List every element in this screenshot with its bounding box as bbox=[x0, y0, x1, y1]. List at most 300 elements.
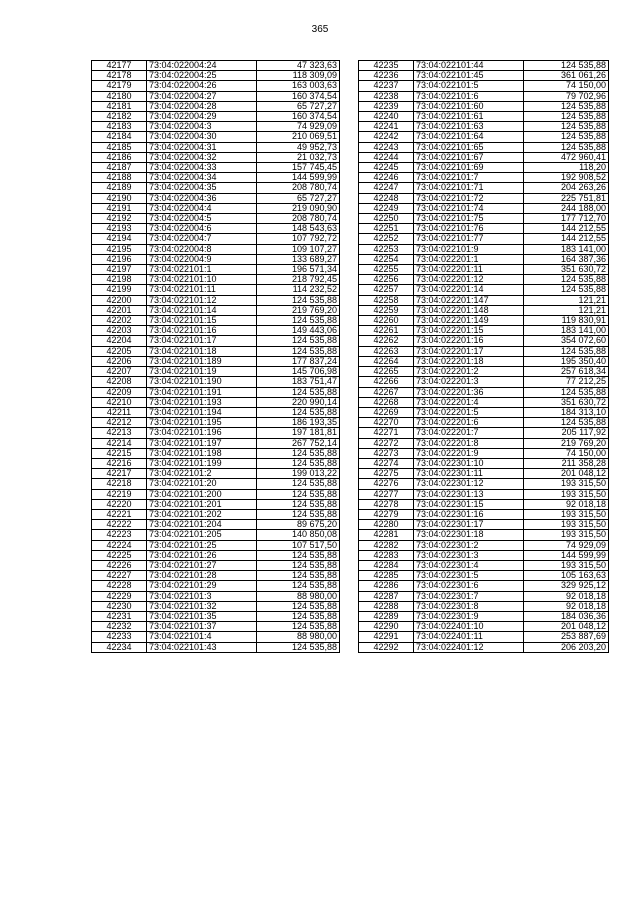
cadastral-number-cell: 73:04:022101:74 bbox=[414, 203, 524, 213]
row-number-cell: 42290 bbox=[359, 622, 414, 632]
row-number-cell: 42188 bbox=[92, 173, 147, 183]
cadastral-value-cell: 124 535,88 bbox=[257, 611, 340, 621]
row-number-cell: 42252 bbox=[359, 234, 414, 244]
cadastral-number-cell: 73:04:022101:204 bbox=[147, 520, 257, 530]
cadastral-value-cell: 124 535,88 bbox=[524, 101, 609, 111]
cadastral-number-cell: 73:04:022101:71 bbox=[414, 183, 524, 193]
table-row bbox=[359, 428, 609, 438]
cadastral-number-cell: 73:04:022101:43 bbox=[147, 642, 257, 652]
table-row bbox=[92, 611, 340, 621]
cadastral-value-cell: 119 830,91 bbox=[524, 316, 609, 326]
table-row bbox=[92, 377, 340, 387]
row-number-cell: 42246 bbox=[359, 173, 414, 183]
row-number-cell: 42236 bbox=[359, 71, 414, 81]
cadastral-number-cell: 73:04:022301:6 bbox=[414, 581, 524, 591]
cadastral-number-cell: 73:04:022004:33 bbox=[147, 163, 257, 173]
cadastral-number-cell: 73:04:022201:16 bbox=[414, 336, 524, 346]
row-number-cell: 42228 bbox=[92, 581, 147, 591]
table-row bbox=[92, 509, 340, 519]
cadastral-value-cell: 210 069,51 bbox=[257, 132, 340, 142]
cadastral-value-cell: 253 887,69 bbox=[524, 632, 609, 642]
table-row bbox=[359, 336, 609, 346]
cadastral-number-cell: 73:04:022301:12 bbox=[414, 479, 524, 489]
row-number-cell: 42268 bbox=[359, 397, 414, 407]
cadastral-value-cell: 124 535,88 bbox=[257, 509, 340, 519]
cadastral-number-cell: 73:04:022004:4 bbox=[147, 203, 257, 213]
table-row bbox=[359, 591, 609, 601]
cadastral-value-cell: 160 374,54 bbox=[257, 91, 340, 101]
table-row bbox=[92, 71, 340, 81]
row-number-cell: 42260 bbox=[359, 316, 414, 326]
cadastral-number-cell: 73:04:022101:9 bbox=[414, 244, 524, 254]
row-number-cell: 42181 bbox=[92, 101, 147, 111]
row-number-cell: 42243 bbox=[359, 142, 414, 152]
row-number-cell: 42280 bbox=[359, 520, 414, 530]
row-number-cell: 42205 bbox=[92, 346, 147, 356]
row-number-cell: 42213 bbox=[92, 428, 147, 438]
cadastral-value-cell: 183 141,00 bbox=[524, 326, 609, 336]
cadastral-value-cell: 157 745,45 bbox=[257, 163, 340, 173]
table-row bbox=[92, 540, 340, 550]
row-number-cell: 42230 bbox=[92, 601, 147, 611]
row-number-cell: 42282 bbox=[359, 540, 414, 550]
table-row bbox=[92, 183, 340, 193]
table-row bbox=[359, 448, 609, 458]
cadastral-number-cell: 73:04:022201:5 bbox=[414, 407, 524, 417]
cadastral-number-cell: 73:04:022101:205 bbox=[147, 530, 257, 540]
row-number-cell: 42284 bbox=[359, 560, 414, 570]
cadastral-number-cell: 73:04:022101:27 bbox=[147, 560, 257, 570]
row-number-cell: 42203 bbox=[92, 326, 147, 336]
cadastral-value-cell: 183 141,00 bbox=[524, 244, 609, 254]
table-row bbox=[359, 571, 609, 581]
cadastral-value-cell: 192 908,52 bbox=[524, 173, 609, 183]
cadastral-value-cell: 205 117,92 bbox=[524, 428, 609, 438]
table-row bbox=[92, 326, 340, 336]
row-number-cell: 42269 bbox=[359, 407, 414, 417]
cadastral-number-cell: 73:04:022101:28 bbox=[147, 571, 257, 581]
cadastral-value-cell: 472 960,41 bbox=[524, 152, 609, 162]
cadastral-number-cell: 73:04:022004:5 bbox=[147, 214, 257, 224]
cadastral-value-cell: 219 769,20 bbox=[524, 438, 609, 448]
table-row bbox=[92, 356, 340, 366]
cadastral-value-cell: 77 212,25 bbox=[524, 377, 609, 387]
row-number-cell: 42255 bbox=[359, 265, 414, 275]
table-row bbox=[359, 224, 609, 234]
row-number-cell: 42195 bbox=[92, 244, 147, 254]
cadastral-value-cell: 354 072,60 bbox=[524, 336, 609, 346]
row-number-cell: 42273 bbox=[359, 448, 414, 458]
cadastral-value-cell: 199 013,22 bbox=[257, 469, 340, 479]
cadastral-value-cell: 193 315,50 bbox=[524, 560, 609, 570]
table-row bbox=[359, 203, 609, 213]
cadastral-value-cell: 124 535,88 bbox=[524, 418, 609, 428]
row-number-cell: 42234 bbox=[92, 642, 147, 652]
row-number-cell: 42218 bbox=[92, 479, 147, 489]
cadastral-number-cell: 73:04:022004:7 bbox=[147, 234, 257, 244]
cadastral-value-cell: 92 018,18 bbox=[524, 499, 609, 509]
cadastral-value-cell: 177 837,24 bbox=[257, 356, 340, 366]
cadastral-value-cell: 74 150,00 bbox=[524, 81, 609, 91]
table-row bbox=[92, 550, 340, 560]
table-row bbox=[359, 356, 609, 366]
cadastral-value-cell: 244 188,00 bbox=[524, 203, 609, 213]
cadastral-number-cell: 73:04:022004:34 bbox=[147, 173, 257, 183]
cadastral-number-cell: 73:04:022101:1 bbox=[147, 265, 257, 275]
cadastral-value-cell: 193 315,50 bbox=[524, 489, 609, 499]
cadastral-value-cell: 144 212,55 bbox=[524, 224, 609, 234]
row-number-cell: 42189 bbox=[92, 183, 147, 193]
row-number-cell: 42221 bbox=[92, 509, 147, 519]
row-number-cell: 42190 bbox=[92, 193, 147, 203]
cadastral-number-cell: 73:04:022301:10 bbox=[414, 458, 524, 468]
table-row bbox=[359, 61, 609, 71]
row-number-cell: 42238 bbox=[359, 91, 414, 101]
row-number-cell: 42257 bbox=[359, 285, 414, 295]
table-row bbox=[359, 479, 609, 489]
row-number-cell: 42202 bbox=[92, 316, 147, 326]
row-number-cell: 42198 bbox=[92, 275, 147, 285]
table-row bbox=[92, 367, 340, 377]
row-number-cell: 42191 bbox=[92, 203, 147, 213]
cadastral-number-cell: 73:04:022101:63 bbox=[414, 122, 524, 132]
table-row bbox=[359, 295, 609, 305]
table-row bbox=[92, 458, 340, 468]
row-number-cell: 42289 bbox=[359, 611, 414, 621]
cadastral-value-cell: 206 203,20 bbox=[524, 642, 609, 652]
cadastral-number-cell: 73:04:022201:149 bbox=[414, 316, 524, 326]
table-row bbox=[92, 428, 340, 438]
cadastral-value-cell: 218 792,45 bbox=[257, 275, 340, 285]
table-row bbox=[92, 285, 340, 295]
row-number-cell: 42251 bbox=[359, 224, 414, 234]
cadastral-value-cell: 105 163,63 bbox=[524, 571, 609, 581]
cadastral-number-cell: 73:04:022101:19 bbox=[147, 367, 257, 377]
row-number-cell: 42263 bbox=[359, 346, 414, 356]
cadastral-number-cell: 73:04:022201:7 bbox=[414, 428, 524, 438]
row-number-cell: 42259 bbox=[359, 305, 414, 315]
row-number-cell: 42286 bbox=[359, 581, 414, 591]
cadastral-value-cell: 74 150,00 bbox=[524, 448, 609, 458]
table-row bbox=[92, 265, 340, 275]
table-row bbox=[359, 540, 609, 550]
cadastral-number-cell: 73:04:022201:8 bbox=[414, 438, 524, 448]
cadastral-value-cell: 145 706,98 bbox=[257, 367, 340, 377]
table-row bbox=[359, 469, 609, 479]
cadastral-number-cell: 73:04:022004:26 bbox=[147, 81, 257, 91]
row-number-cell: 42183 bbox=[92, 122, 147, 132]
cadastral-value-cell: 186 193,35 bbox=[257, 418, 340, 428]
row-number-cell: 42272 bbox=[359, 438, 414, 448]
cadastral-value-cell: 164 387,36 bbox=[524, 254, 609, 264]
cadastral-number-cell: 73:04:022201:6 bbox=[414, 418, 524, 428]
table-row bbox=[92, 193, 340, 203]
row-number-cell: 42204 bbox=[92, 336, 147, 346]
cadastral-number-cell: 73:04:022201:9 bbox=[414, 448, 524, 458]
cadastral-number-cell: 73:04:022101:45 bbox=[414, 71, 524, 81]
cadastral-number-cell: 73:04:022004:30 bbox=[147, 132, 257, 142]
cadastral-value-cell: 351 630,72 bbox=[524, 265, 609, 275]
cadastral-value-cell: 118 309,09 bbox=[257, 71, 340, 81]
table-row bbox=[92, 234, 340, 244]
row-number-cell: 42239 bbox=[359, 101, 414, 111]
table-row bbox=[92, 316, 340, 326]
cadastral-number-cell: 73:04:022301:13 bbox=[414, 489, 524, 499]
row-number-cell: 42209 bbox=[92, 387, 147, 397]
cadastral-value-cell: 124 535,88 bbox=[257, 499, 340, 509]
cadastral-number-cell: 73:04:022101:67 bbox=[414, 152, 524, 162]
row-number-cell: 42224 bbox=[92, 540, 147, 550]
cadastral-value-cell: 124 535,88 bbox=[257, 407, 340, 417]
cadastral-number-cell: 73:04:022201:148 bbox=[414, 305, 524, 315]
table-row bbox=[359, 418, 609, 428]
row-number-cell: 42184 bbox=[92, 132, 147, 142]
table-row bbox=[92, 601, 340, 611]
cadastral-value-cell: 184 313,10 bbox=[524, 407, 609, 417]
cadastral-value-cell: 257 618,34 bbox=[524, 367, 609, 377]
table-row bbox=[92, 418, 340, 428]
cadastral-number-cell: 73:04:022401:10 bbox=[414, 622, 524, 632]
cadastral-number-cell: 73:04:022004:35 bbox=[147, 183, 257, 193]
cadastral-value-cell: 124 535,88 bbox=[257, 387, 340, 397]
row-number-cell: 42231 bbox=[92, 611, 147, 621]
cadastral-value-cell: 149 443,06 bbox=[257, 326, 340, 336]
table-row bbox=[92, 591, 340, 601]
cadastral-number-cell: 73:04:022004:28 bbox=[147, 101, 257, 111]
table-row bbox=[92, 91, 340, 101]
row-number-cell: 42277 bbox=[359, 489, 414, 499]
table-row bbox=[359, 163, 609, 173]
table-row bbox=[359, 397, 609, 407]
row-number-cell: 42288 bbox=[359, 601, 414, 611]
cadastral-number-cell: 73:04:022101:35 bbox=[147, 611, 257, 621]
table-row bbox=[359, 499, 609, 509]
table-row bbox=[92, 295, 340, 305]
cadastral-value-cell: 160 374,54 bbox=[257, 112, 340, 122]
cadastral-number-cell: 73:04:022201:3 bbox=[414, 377, 524, 387]
cadastral-value-cell: 124 535,88 bbox=[524, 142, 609, 152]
table-row bbox=[92, 448, 340, 458]
cadastral-value-cell: 124 535,88 bbox=[524, 285, 609, 295]
row-number-cell: 42283 bbox=[359, 550, 414, 560]
table-row bbox=[92, 479, 340, 489]
cadastral-value-cell: 124 535,88 bbox=[257, 560, 340, 570]
cadastral-number-cell: 73:04:022201:12 bbox=[414, 275, 524, 285]
cadastral-number-cell: 73:04:022301:4 bbox=[414, 560, 524, 570]
table-row bbox=[359, 326, 609, 336]
table-row bbox=[359, 81, 609, 91]
cadastral-value-cell: 219 769,20 bbox=[257, 305, 340, 315]
cadastral-value-cell: 114 232,52 bbox=[257, 285, 340, 295]
row-number-cell: 42250 bbox=[359, 214, 414, 224]
table-body-right bbox=[359, 61, 609, 653]
cadastral-number-cell: 73:04:022101:20 bbox=[147, 479, 257, 489]
row-number-cell: 42229 bbox=[92, 591, 147, 601]
table-row bbox=[92, 81, 340, 91]
cadastral-number-cell: 73:04:022101:191 bbox=[147, 387, 257, 397]
cadastral-number-cell: 73:04:022101:10 bbox=[147, 275, 257, 285]
cadastral-value-cell: 124 535,88 bbox=[524, 275, 609, 285]
cadastral-value-cell: 47 323,63 bbox=[257, 61, 340, 71]
cadastral-value-cell: 140 850,08 bbox=[257, 530, 340, 540]
row-number-cell: 42217 bbox=[92, 469, 147, 479]
table-row bbox=[92, 132, 340, 142]
cadastral-value-cell: 144 599,99 bbox=[524, 550, 609, 560]
row-number-cell: 42256 bbox=[359, 275, 414, 285]
cadastral-number-cell: 73:04:022201:17 bbox=[414, 346, 524, 356]
row-number-cell: 42223 bbox=[92, 530, 147, 540]
cadastral-number-cell: 73:04:022301:9 bbox=[414, 611, 524, 621]
page-number: 365 bbox=[311, 24, 329, 35]
row-number-cell: 42266 bbox=[359, 377, 414, 387]
row-number-cell: 42232 bbox=[92, 622, 147, 632]
table-row bbox=[359, 550, 609, 560]
cadastral-number-cell: 73:04:022101:195 bbox=[147, 418, 257, 428]
table-row bbox=[359, 254, 609, 264]
cadastral-number-cell: 73:04:022401:11 bbox=[414, 632, 524, 642]
cadastral-value-cell: 201 048,12 bbox=[524, 622, 609, 632]
cadastral-number-cell: 73:04:022101:29 bbox=[147, 581, 257, 591]
cadastral-number-cell: 73:04:022101:77 bbox=[414, 234, 524, 244]
row-number-cell: 42215 bbox=[92, 448, 147, 458]
row-number-cell: 42226 bbox=[92, 560, 147, 570]
table-row bbox=[359, 305, 609, 315]
cadastral-value-cell: 88 980,00 bbox=[257, 591, 340, 601]
row-number-cell: 42212 bbox=[92, 418, 147, 428]
cadastral-number-cell: 73:04:022101:44 bbox=[414, 61, 524, 71]
cadastral-number-cell: 73:04:022301:15 bbox=[414, 499, 524, 509]
row-number-cell: 42216 bbox=[92, 458, 147, 468]
cadastral-value-cell: 124 535,88 bbox=[257, 601, 340, 611]
table-row bbox=[359, 632, 609, 642]
row-number-cell: 42241 bbox=[359, 122, 414, 132]
row-number-cell: 42225 bbox=[92, 550, 147, 560]
table-row bbox=[92, 101, 340, 111]
cadastral-number-cell: 73:04:022301:3 bbox=[414, 550, 524, 560]
cadastral-value-cell: 107 792,72 bbox=[257, 234, 340, 244]
cadastral-number-cell: 73:04:022101:4 bbox=[147, 632, 257, 642]
table-row bbox=[359, 275, 609, 285]
row-number-cell: 42206 bbox=[92, 356, 147, 366]
row-number-cell: 42281 bbox=[359, 530, 414, 540]
table-row bbox=[359, 346, 609, 356]
row-number-cell: 42271 bbox=[359, 428, 414, 438]
table-row bbox=[92, 520, 340, 530]
cadastral-number-cell: 73:04:022201:4 bbox=[414, 397, 524, 407]
cadastral-value-cell: 124 535,88 bbox=[257, 316, 340, 326]
row-number-cell: 42227 bbox=[92, 571, 147, 581]
row-number-cell: 42186 bbox=[92, 152, 147, 162]
cadastral-value-cell: 211 358,28 bbox=[524, 458, 609, 468]
table-row bbox=[359, 193, 609, 203]
row-number-cell: 42249 bbox=[359, 203, 414, 213]
cadastral-value-cell: 144 599,99 bbox=[257, 173, 340, 183]
cadastral-number-cell: 73:04:022101:3 bbox=[147, 591, 257, 601]
cadastral-number-cell: 73:04:022101:64 bbox=[414, 132, 524, 142]
cadastral-value-cell: 208 780,74 bbox=[257, 214, 340, 224]
row-number-cell: 42207 bbox=[92, 367, 147, 377]
table-row bbox=[359, 183, 609, 193]
row-number-cell: 42267 bbox=[359, 387, 414, 397]
cadastral-number-cell: 73:04:022004:9 bbox=[147, 254, 257, 264]
row-number-cell: 42199 bbox=[92, 285, 147, 295]
table-row bbox=[359, 367, 609, 377]
table-row bbox=[92, 387, 340, 397]
row-number-cell: 42244 bbox=[359, 152, 414, 162]
cadastral-number-cell: 73:04:022101:32 bbox=[147, 601, 257, 611]
cadastral-value-cell: 193 315,50 bbox=[524, 509, 609, 519]
row-number-cell: 42274 bbox=[359, 458, 414, 468]
cadastral-number-cell: 73:04:022004:32 bbox=[147, 152, 257, 162]
row-number-cell: 42291 bbox=[359, 632, 414, 642]
row-number-cell: 42200 bbox=[92, 295, 147, 305]
table-row bbox=[359, 132, 609, 142]
table-row bbox=[92, 214, 340, 224]
table-row bbox=[359, 316, 609, 326]
table-row bbox=[359, 91, 609, 101]
table-row bbox=[92, 622, 340, 632]
cadastral-value-cell: 124 535,88 bbox=[257, 479, 340, 489]
cadastral-value-cell: 124 535,88 bbox=[524, 61, 609, 71]
row-number-cell: 42261 bbox=[359, 326, 414, 336]
cadastral-number-cell: 73:04:022101:196 bbox=[147, 428, 257, 438]
cadastral-value-cell: 124 535,88 bbox=[257, 336, 340, 346]
table-row bbox=[359, 265, 609, 275]
cadastral-number-cell: 73:04:022301:7 bbox=[414, 591, 524, 601]
table-row bbox=[359, 530, 609, 540]
cadastral-number-cell: 73:04:022101:11 bbox=[147, 285, 257, 295]
row-number-cell: 42248 bbox=[359, 193, 414, 203]
table-row bbox=[359, 112, 609, 122]
table-row bbox=[359, 622, 609, 632]
cadastral-value-cell: 193 315,50 bbox=[524, 520, 609, 530]
cadastral-number-cell: 73:04:022101:12 bbox=[147, 295, 257, 305]
table-row bbox=[359, 560, 609, 570]
cadastral-value-cell: 197 181,81 bbox=[257, 428, 340, 438]
cadastral-number-cell: 73:04:022004:25 bbox=[147, 71, 257, 81]
row-number-cell: 42245 bbox=[359, 163, 414, 173]
table-row bbox=[92, 224, 340, 234]
cadastral-number-cell: 73:04:022101:193 bbox=[147, 397, 257, 407]
cadastral-number-cell: 73:04:022201:15 bbox=[414, 326, 524, 336]
row-number-cell: 42192 bbox=[92, 214, 147, 224]
cadastral-number-cell: 73:04:022101:194 bbox=[147, 407, 257, 417]
cadastral-value-cell: 109 107,27 bbox=[257, 244, 340, 254]
cadastral-value-cell: 361 061,26 bbox=[524, 71, 609, 81]
cadastral-number-cell: 73:04:022004:29 bbox=[147, 112, 257, 122]
cadastral-number-cell: 73:04:022201:1 bbox=[414, 254, 524, 264]
cadastral-number-cell: 73:04:022301:18 bbox=[414, 530, 524, 540]
cadastral-value-cell: 193 315,50 bbox=[524, 479, 609, 489]
row-number-cell: 42220 bbox=[92, 499, 147, 509]
cadastral-value-cell: 124 535,88 bbox=[257, 489, 340, 499]
table-row bbox=[92, 305, 340, 315]
cadastral-number-cell: 73:04:022201:11 bbox=[414, 265, 524, 275]
cadastral-value-cell: 124 535,88 bbox=[257, 458, 340, 468]
row-number-cell: 42240 bbox=[359, 112, 414, 122]
cadastral-value-cell: 148 543,63 bbox=[257, 224, 340, 234]
cadastral-value-cell: 208 780,74 bbox=[257, 183, 340, 193]
cadastral-value-cell: 124 535,88 bbox=[524, 387, 609, 397]
cadastral-number-cell: 73:04:022301:5 bbox=[414, 571, 524, 581]
cadastral-value-cell: 133 689,27 bbox=[257, 254, 340, 264]
row-number-cell: 42253 bbox=[359, 244, 414, 254]
table-row bbox=[92, 336, 340, 346]
cadastral-value-cell: 121,21 bbox=[524, 305, 609, 315]
table-row bbox=[92, 163, 340, 173]
cadastral-number-cell: 73:04:022101:5 bbox=[414, 81, 524, 91]
row-number-cell: 42182 bbox=[92, 112, 147, 122]
